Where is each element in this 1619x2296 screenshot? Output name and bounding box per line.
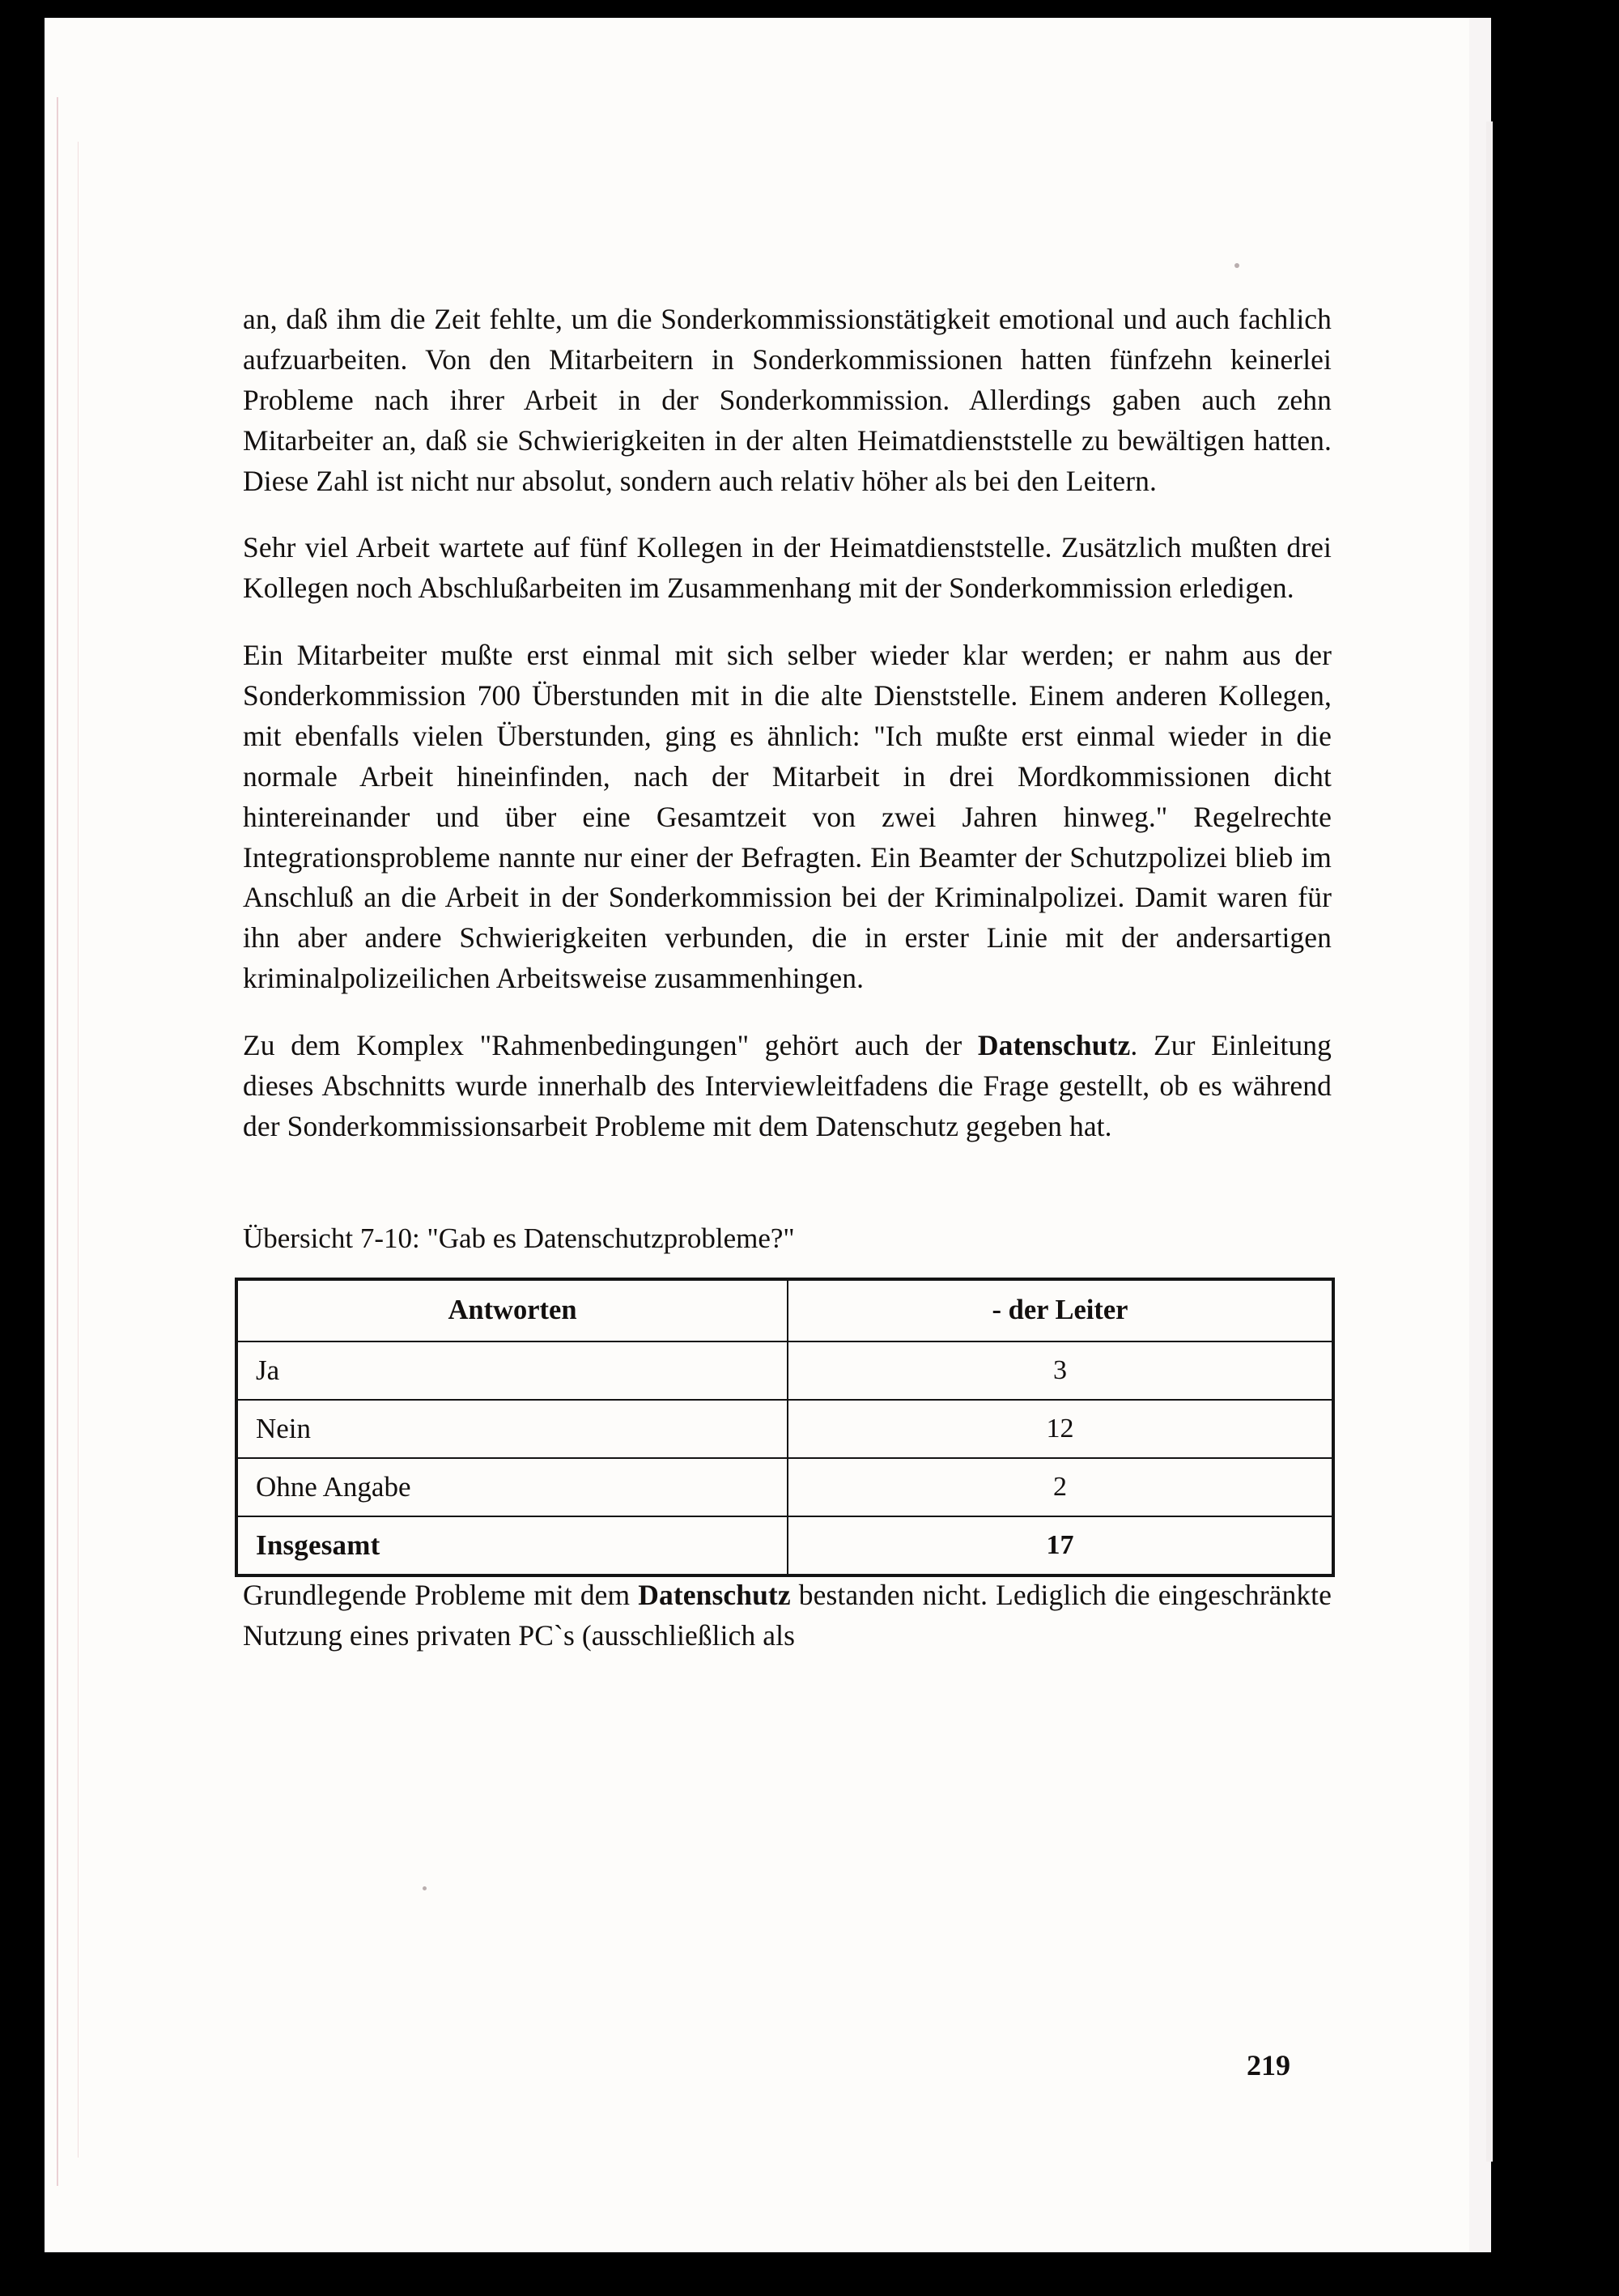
table-row xyxy=(237,1341,1332,1400)
paragraph-3: Ein Mitarbeiter mußte erst einmal mit sich selber wieder klar werden; er nahm aus der Sonderkommission 700 Überstunden mit in die alte Dienststelle. Einem anderen Kollegen, mit ebenfalls vielen Überstunden, ging es ähnlich: "Ich mußte erst einmal wieder in die normale Arbeit hineinfinden, nach der Mitarbeit in drei Mordkommissionen dicht hintereinander und über eine Gesamtzeit von zwei Jahren hinweg." Regelrechte Integrationsprobleme nannte nur einer der Befragten. Ein Beamter der Schutzpolizei blieb im Anschluß an die Arbeit in der Sonderkommission bei der Kriminalpolizei. Damit waren für ihn aber andere Schwierigkeiten verbunden, die in erster Linie mit der andersartigen kriminalpolizeilichen Arbeitsweise zusammenhingen. xyxy=(243,639,1332,995)
paragraph-datenschutz-bold: Datenschutz xyxy=(977,1029,1131,1061)
paragraph-datenschutz-after: . Zur Einleitung dieses Abschnitts wurde innerhalb des Interviewleitfadens die Frage gestellt, ob es während der Sonderkommissionsarbeit Probleme mit dem Datenschutz gegeben hat. xyxy=(243,1029,1332,1142)
column-header-leiter: - der Leiter xyxy=(788,1280,1332,1341)
scan-spine-shadow xyxy=(1486,121,1493,2162)
paragraph-1: an, daß ihm die Zeit fehlte, um die Sonderkommissionstätigkeit emotional und auch fachlich aufzuarbeiten. Von den Mitarbeitern in Sonderkommissionen hatten fünfzehn keinerlei Probleme nach ihrer Arbeit in der Sonderkommission. Allerdings gaben auch zehn Mitarbeiter an, daß sie Schwierigkeiten in der alten Heimatdienststelle zu bewältigen hatten. Diese Zahl ist nicht nur absolut, sondern auch relativ höher als bei den Leitern. xyxy=(243,303,1332,497)
table-caption: Übersicht 7-10: "Gab es Datenschutzprobleme?" xyxy=(243,1222,795,1254)
column-header-antworten: Antworten xyxy=(237,1280,788,1341)
paragraph-2: Sehr viel Arbeit wartete auf fünf Kollegen in der Heimatdienststelle. Zusätzlich mußten drei Kollegen noch Abschlußarbeiten im Zusammenhang mit der Sonderkommission erledigen. xyxy=(243,531,1332,605)
table-row xyxy=(237,1400,1332,1458)
row-label-ja: Ja xyxy=(237,1341,788,1400)
scan-speck xyxy=(1234,263,1239,268)
survey-table xyxy=(236,1279,1333,1575)
page-body xyxy=(243,300,1332,1682)
row-label-insgesamt: Insgesamt xyxy=(237,1516,788,1575)
row-value-ohne-angabe: 2 xyxy=(788,1458,1332,1516)
row-value-nein: 12 xyxy=(788,1400,1332,1458)
row-label-nein: Nein xyxy=(237,1400,788,1458)
table-header-row xyxy=(237,1280,1332,1341)
closing-paragraph xyxy=(243,1575,1332,1656)
closing-paragraph-before: Grundlegende Probleme mit dem xyxy=(243,1578,639,1611)
page-number: 219 xyxy=(1247,2049,1290,2081)
binding-bleed-line-1 xyxy=(57,97,58,2186)
row-value-insgesamt: 17 xyxy=(788,1516,1332,1575)
closing-paragraph-after: bestanden nicht. Lediglich die eingeschränkte Nutzung eines privaten PC`s (ausschließlich als xyxy=(243,1578,1332,1652)
row-value-ja: 3 xyxy=(788,1341,1332,1400)
paragraph-datenschutz xyxy=(243,1026,1332,1147)
paragraph-datenschutz-before: Zu dem Komplex "Rahmenbedingungen" gehört auch der xyxy=(243,1029,978,1061)
closing-paragraph-bold: Datenschutz xyxy=(638,1578,791,1611)
row-label-ohne-angabe: Ohne Angabe xyxy=(237,1458,788,1516)
table-row xyxy=(237,1458,1332,1516)
scan-speck xyxy=(423,1886,427,1890)
binding-bleed-line-2 xyxy=(78,142,79,2158)
table-row-total xyxy=(237,1516,1332,1575)
